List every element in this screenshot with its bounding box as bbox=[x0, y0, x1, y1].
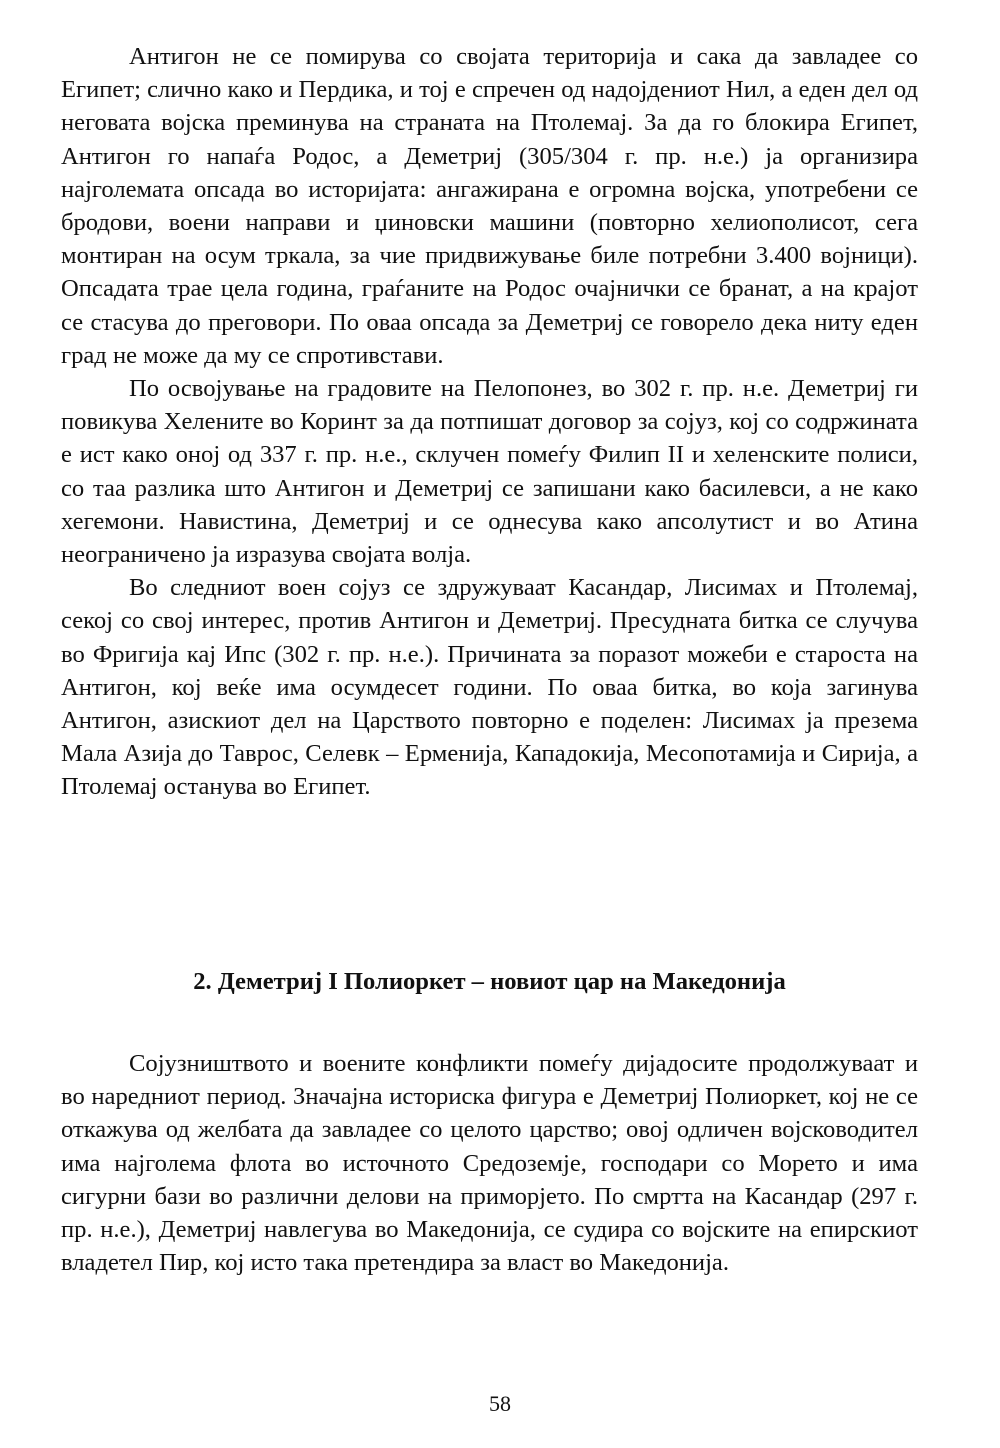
page-number: 58 bbox=[489, 1391, 511, 1416]
body-text-upper bbox=[61, 40, 918, 804]
paragraph-antigon-egypt: Антигон не се помирува со својата територија и сака да завладее со Египет; слично како и Пердика, и тој е спречен од надојдениот Нил, а еден дел од неговата војска преминува на страната на Птолемај. За да го блокира Египет, Антигон го напаѓа Родос, а Деметриј (305/304 г. пр. н.е.) ја организира најголемата опсада во историјата: ангажирана е огромна војска, употребени се бродови, воени направи и џиновски машини (повторно хелиополисот, сега монтиран на осум тркала, за чие придвижување биле потребни 3.400 војници). Опсадата трае цела година, граѓаните на Родос очајнички се бранат, а на крајот се стасува до преговори. По оваа опсада за Деметриј се говорело дека ниту еден град не може да му се спротивстави. bbox=[61, 43, 918, 369]
paragraph-peloponnese-alliance: По освојување на градовите на Пелопонез, во 302 г. пр. н.е. Деметриј ги повикува Хелените во Коринт за да потпишат договор за сојуз, кој со содржината е ист како оној од 337 г. пр. н.е., склучен помеѓу Филип II и хеленските полиси, со таа разлика што Антигон и Деметриј се запишани како басилевси, а не како хегемони. Навистина, Деметриј и се однесува како апсолутист и во Атина неограничено ја изразува својата волја. bbox=[61, 375, 918, 569]
body-text-lower bbox=[61, 1047, 918, 1279]
paragraph-demetrius-poliorcetes: Сојузништвото и воените конфликти помеѓу дијадосите продолжуваат и во наредниот период. Значајна историска фигура е Деметриј Полиоркет, кој не се откажува од желбата да завладее со целото царство; овој одличен војсководител има најголема флота во источното Средоземје, господари со Морето и има сигурни бази во различни делови на приморјето. По смртта на Касандар (297 г. пр. н.е.), Деметриј навлегува во Македонија, се судира со војските на епирскиот владетел Пир, кој исто така претендира за власт во Македонија. bbox=[61, 1050, 918, 1277]
section-heading: 2. Деметриј I Полиоркет – новиот цар на Македонија bbox=[193, 968, 786, 995]
paragraph-battle-of-ipsus: Во следниот воен сојуз се здружуваат Касандар, Лисимах и Птолемај, секој со свој интерес, против Антигон и Деметриј. Пресудната битка се случува во Фригија кај Ипс (302 г. пр. н.е.). Причината за поразот можеби е староста на Антигон, кој веќе има осумдесет години. По оваа битка, во која загинува Антигон, азискиот дел на Царството повторно е поделен: Лисимах ја презема Мала Азија до Таврос, Селевк – Ерменија, Кападокија, Месопотамија и Сирија, а Птолемај останува во Египет. bbox=[61, 574, 918, 801]
